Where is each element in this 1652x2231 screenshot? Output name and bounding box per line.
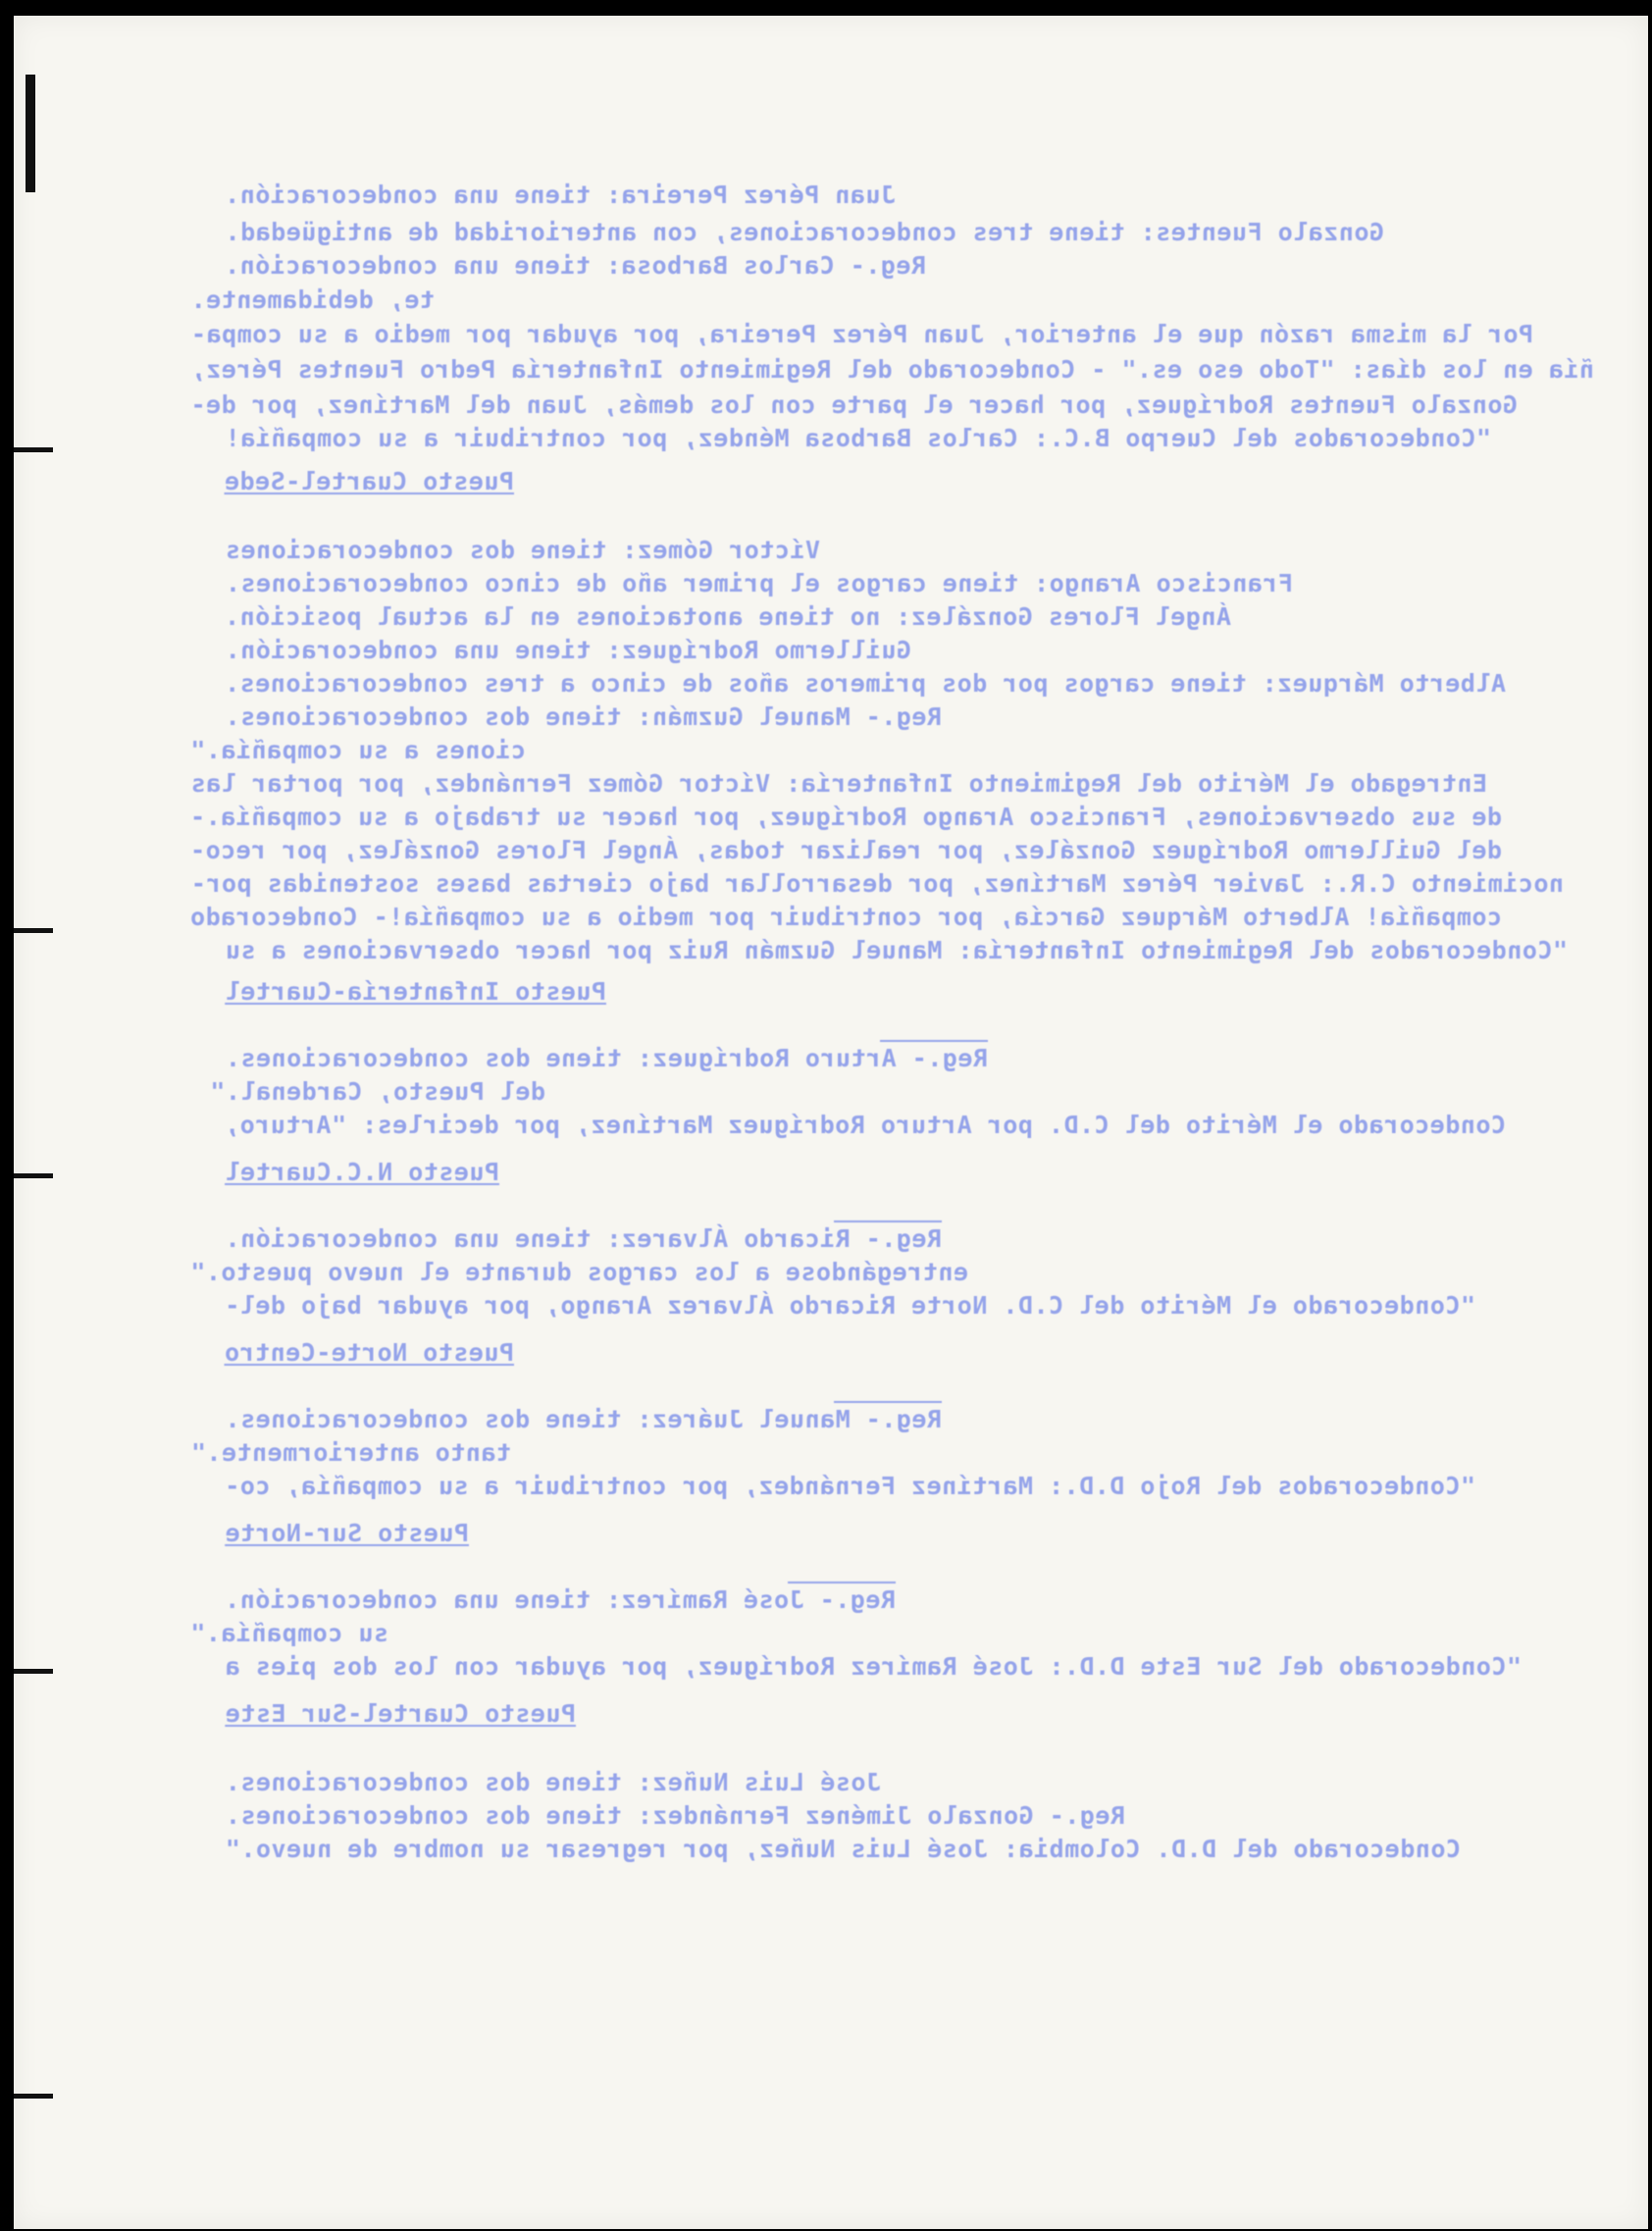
text-line: Reg.- Gonzalo Jiménez Fernández: tiene dos condecoraciones.: [225, 1801, 1125, 1830]
text-line: "Condecorados del Cuerpo B.C.: Carlos Barbosa Méndez, por contribuir a su compañía!: [225, 424, 1491, 452]
section-heading: Puesto N.C.Cuartel: [225, 1158, 499, 1186]
text-line: tanto anteriormente.": [190, 1438, 511, 1467]
text-line: "Condecorados del Regimiento Infantería: Manuel Guzmán Ruiz por hacer observaciones a su: [225, 936, 1568, 964]
section-heading: Puesto Cuartel-Sur Este: [225, 1699, 576, 1728]
text-line: Gonzalo Fuentes: tiene tres condecoraciones, con anterioridad de antigüedad.: [225, 218, 1384, 246]
text-line: te, debidamente.: [190, 285, 435, 314]
text-line: del Guillermo Rodríguez González, por realizar todas, Ángel Flores González, por reco-: [190, 836, 1503, 864]
document-page: [14, 16, 1648, 2229]
section-heading: Puesto Norte-Centro: [225, 1338, 515, 1367]
text-line: Condecorado del D.D. Colombia: José Luis Nuñez, por regresar su nombre de nuevo.": [225, 1835, 1461, 1863]
text-line: Gonzalo Fuentes Rodríguez, por hacer el parte con los demás, Juan del Martínez, por de-: [190, 390, 1518, 419]
text-line: Entregado el Mérito del Regimiento Infantería: Víctor Gómez Fernández, por portar las: [190, 769, 1487, 798]
text-line: del Puesto, Cardenal.": [210, 1077, 546, 1106]
text-line: nocimiento C.R.: Javier Pérez Martínez, por desarrollar bajo ciertas bases sostenidas por-: [190, 869, 1564, 898]
text-line: su compañía.": [190, 1619, 389, 1647]
text-line: Reg.- Manuel Guzmán: tiene dos condecoraciones.: [225, 702, 942, 731]
section-heading: Puesto Infantería-Cuartel: [225, 977, 606, 1006]
text-line: Reg.- Ricardo Álvarez: tiene una condecoración.: [225, 1224, 942, 1253]
text-line: Alberto Márquez: tiene cargos por dos primeros años de cinco a tres condecoraciones.: [225, 669, 1507, 698]
text-line: Francisco Arango: tiene cargos el primer año de cinco condecoraciones.: [225, 569, 1293, 597]
text-line: Reg.- Manuel Juárez: tiene dos condecoraciones.: [225, 1405, 942, 1433]
text-line: José Luis Nuñez: tiene dos condecoraciones.: [225, 1768, 881, 1796]
mirrored-typed-text: [14, 16, 1648, 2229]
text-line: Ángel Flores González: no tiene anotaciones en la actual posición.: [225, 602, 1232, 631]
text-line: ciones a su compañía.": [190, 736, 527, 764]
text-line: entregándose a los cargos durante el nuevo puesto.": [190, 1258, 969, 1286]
text-line: de sus observaciones, Francisco Arango Rodríguez, por hacer su trabajo a su compañía.-: [190, 803, 1503, 831]
text-line: compañía! Alberto Márquez García, por contribuir por medio a su compañía!- Condecorado: [190, 903, 1503, 931]
text-line: "Condecorado del Sur Este D.D.: José Ramírez Rodríguez, por ayudar con los dos pies a: [225, 1652, 1522, 1681]
section-heading: Puesto Cuartel-Sede: [225, 467, 515, 495]
text-line: Juan Pérez Pereira: tiene una condecoración.: [225, 181, 897, 209]
text-line: "Condecorados del Rojo D.D.: Martínez Fernández, por contribuir a su compañía, co-: [225, 1472, 1476, 1500]
text-line: Reg.- José Ramírez: tiene una condecoración.: [225, 1585, 897, 1614]
text-line: Condecorado el Mérito del C.D. por Arturo Rodríguez Martínez, por decirles: "Arturo,: [225, 1111, 1507, 1139]
text-line: Reg.- Arturo Rodríguez: tiene dos condecoraciones.: [225, 1044, 988, 1072]
text-line: Guillermo Rodríguez: tiene una condecoración.: [225, 636, 911, 664]
section-heading: Puesto Sur-Norte: [225, 1519, 469, 1547]
text-line: Víctor Gómez: tiene dos condecoraciones: [225, 536, 820, 564]
text-line: Reg.- Carlos Barbosa: tiene una condecoración.: [225, 251, 927, 280]
text-line: Por la misma razón que el anterior, Juan Pérez Pereira, por ayudar por medio a su compa-: [190, 320, 1533, 348]
text-line: ñía en los días: "Todo eso es." - Condecorado del Regimiento Infantería Pedro Fuentes Pérez,: [190, 355, 1594, 384]
text-line: "Condecorado el Mérito del C.D. Norte Ricardo Álvarez Arango, por ayudar bajo del-: [225, 1291, 1476, 1320]
